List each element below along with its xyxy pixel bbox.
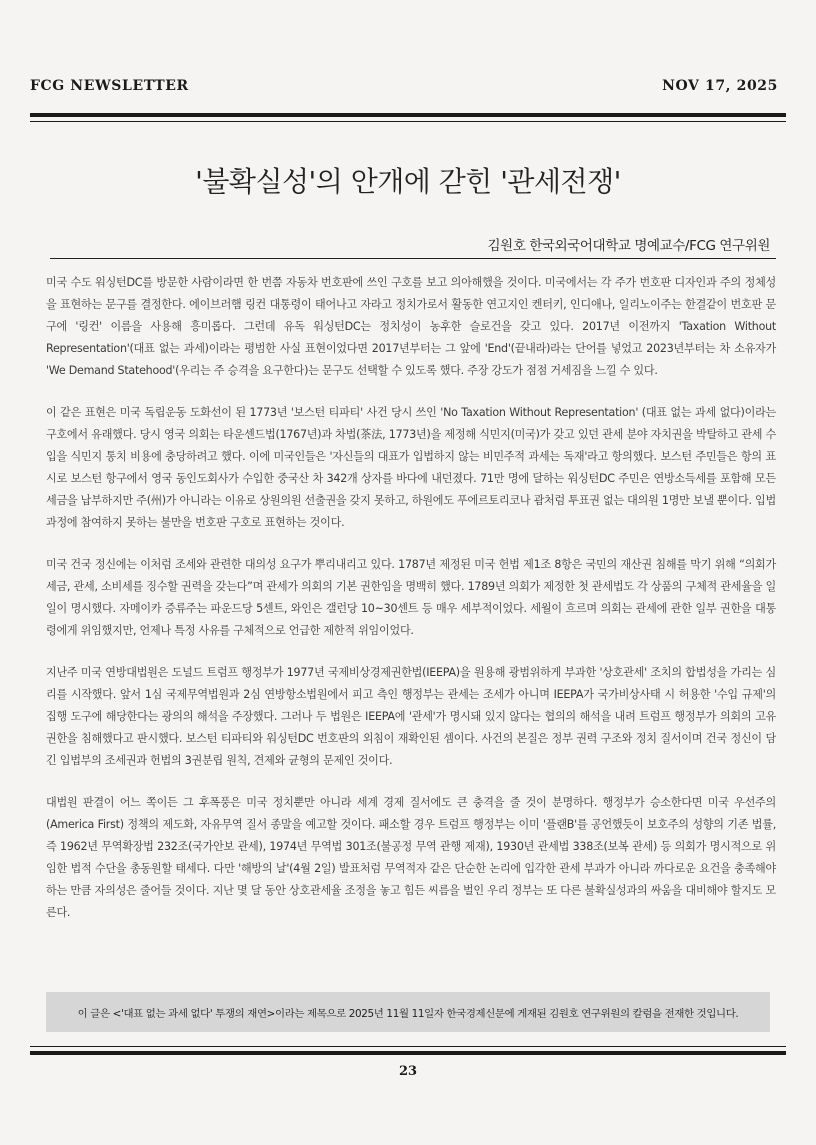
reprint-notice-text: 이 글은 <'대표 없는 과세 없다' 투쟁의 재연>이라는 제목으로 2025년 11월 11일자 한국경제신문에 게재된 김원호 연구위원의 칼럼을 전재한 것입니다. xyxy=(77,1007,739,1020)
newsletter-name: FCG NEWSLETTER xyxy=(30,78,189,94)
article-byline: 김원호 한국외국어대학교 명예교수/FCG 연구위원 xyxy=(487,238,770,254)
reprint-notice xyxy=(46,992,770,1032)
footer-rule-thin xyxy=(30,1046,786,1047)
newsletter-header xyxy=(30,78,778,100)
article-paragraph: 미국 수도 워싱턴DC를 방문한 사람이라면 한 번쯤 자동차 번호판에 쓰인 구호를 보고 의아해했을 것이다. 미국에서는 각 주가 번호판 디자인과 주의 정체성을 표현하는 문구를 결정한다. 에이브러햄 링컨 대통령이 태어나고 자라고 정치가로서 활동한 연고지인 켄터키, 인디애나, 일리노이주는 한결같이 번호판 문구에 '링컨' 이름을 사용해 흥미롭다. 그런데 유독 워싱턴DC는 정치성이 농후한 슬로건을 갖고 있다. 2017년 이전까지 'Taxation Without Representation'(대표 없는 과세)이라는 평범한 사실 표현이었다면 2017년부터는 그 앞에 'End'(끝내라)라는 단어를 넣었고 2023년부터는 차 소유자가 'We Demand Statehood'(우리는 주 승격을 요구한다)는 문구도 선택할 수 있도록 했다. 주장 강도가 점점 거세짐을 느낄 수 있다. xyxy=(46,276,776,377)
footer-rule-thick xyxy=(30,1051,786,1055)
issue-date: NOV 17, 2025 xyxy=(662,78,778,94)
article-body xyxy=(46,272,776,944)
article-title: '불확실성'의 안개에 갇힌 '관세전쟁' xyxy=(195,165,621,198)
page-number: 23 xyxy=(398,1064,418,1079)
article-paragraph: 미국 건국 정신에는 이처럼 조세와 관련한 대의성 요구가 뿌리내리고 있다. 1787년 제정된 미국 헌법 제1조 8항은 국민의 재산권 침해를 막기 위해 “의회가 세금, 관세, 소비세를 징수할 권력을 갖는다”며 관세가 의회의 기본 권한임을 명백히 했다. 1789년 의회가 제정한 첫 관세법도 각 상품의 구체적 관세율을 일일이 명시했다. 자메이카 증류주는 파운드당 5센트, 와인은 갤런당 10~30센트 등 매우 세부적이었다. 세월이 흐르며 의회는 관세에 관한 일부 권한을 대통령에게 위임했지만, 언제나 특정 사유를 구체적으로 언급한 제한적 위임이었다. xyxy=(46,558,776,637)
article-paragraph: 대법원 판결이 어느 쪽이든 그 후폭풍은 미국 정치뿐만 아니라 세계 경제 질서에도 큰 충격을 줄 것이 분명하다. 행정부가 승소한다면 미국 우선주의(America First) 정책의 제도화, 자유무역 질서 종말을 예고할 것이다. 패소할 경우 트럼프 행정부는 이미 '플랜B'를 공언했듯이 보호주의 성향의 기존 법률, 즉 1962년 무역확장법 232조(국가안보 관세), 1974년 무역법 301조(불공정 무역 관행 제재), 1930년 관세법 338조(보복 관세) 등 의회가 명시적으로 위임한 법적 수단을 총동원할 태세다. 다만 '해방의 날'(4월 2일) 발표처럼 무역적자 같은 단순한 논리에 입각한 관세 부과가 아니라 까다로운 요건을 충족해야 하는 만큼 자의성은 줄어들 것이다. 지난 몇 달 동안 상호관세율 조정을 놓고 힘든 씨름을 벌인 우리 정부는 또 다른 불확실성과의 싸움을 대비해야 할지도 모른다. xyxy=(46,796,776,919)
header-rule-thin xyxy=(30,121,786,122)
header-rule-thick xyxy=(30,113,786,117)
article-paragraph: 지난주 미국 연방대법원은 도널드 트럼프 행정부가 1977년 국제비상경제권한법(IEEPA)을 원용해 광범위하게 부과한 '상호관세' 조치의 합법성을 가리는 심리를 시작했다. 앞서 1심 국제무역법원과 2심 연방항소법원에서 피고 측인 행정부는 관세는 조세가 아니며 IEEPA가 국가비상사태 시 허용한 '수입 규제'의 집행 도구에 해당한다는 광의의 해석을 주장했다. 그러나 두 법원은 IEEPA에 '관세'가 명시돼 있지 않다는 협의의 해석을 내려 트럼프 행정부가 의회의 고유 권한을 침해했다고 판시했다. 보스턴 티파티와 워싱턴DC 번호판의 외침이 재확인된 셈이다. 사건의 본질은 정부 권력 구조와 정치 질서이며 건국 정신이 담긴 입법부의 조세권과 헌법의 3권분립 원칙, 견제와 균형의 문제인 것이다. xyxy=(46,666,776,767)
byline-rule xyxy=(50,258,776,259)
article-paragraph: 이 같은 표현은 미국 독립운동 도화선이 된 1773년 '보스턴 티파티' 사건 당시 쓰인 'No Taxation Without Representation' (대표 없는 과세 없다)이라는 구호에서 유래했다. 당시 영국 의회는 타운센드법(1767년)과 차법(茶法, 1773년)을 제정해 식민지(미국)가 갖고 있던 관세 분야 자치권을 박탈하고 관세 수입을 식민지 통치 비용에 충당하려고 했다. 이에 미국인들은 '자신들의 대표가 입법하지 않는 비민주적 과세는 독재'라고 항의했다. 보스턴 주민들은 항의 표시로 보스턴 항구에서 영국 동인도회사가 수입한 중국산 차 342개 상자를 바다에 내던졌다. 71만 명에 달하는 워싱턴DC 주민은 연방소득세를 포함해 모든 세금을 납부하지만 주(州)가 아니라는 이유로 상원의원 선출권을 갖지 못하고, 하원에도 푸에르토리코나 괌처럼 투표권 없는 대의원 1명만 보낼 뿐이다. 입법 과정에 참여하지 못하는 불만을 번호판 구호로 표현하는 것이다. xyxy=(46,406,776,529)
